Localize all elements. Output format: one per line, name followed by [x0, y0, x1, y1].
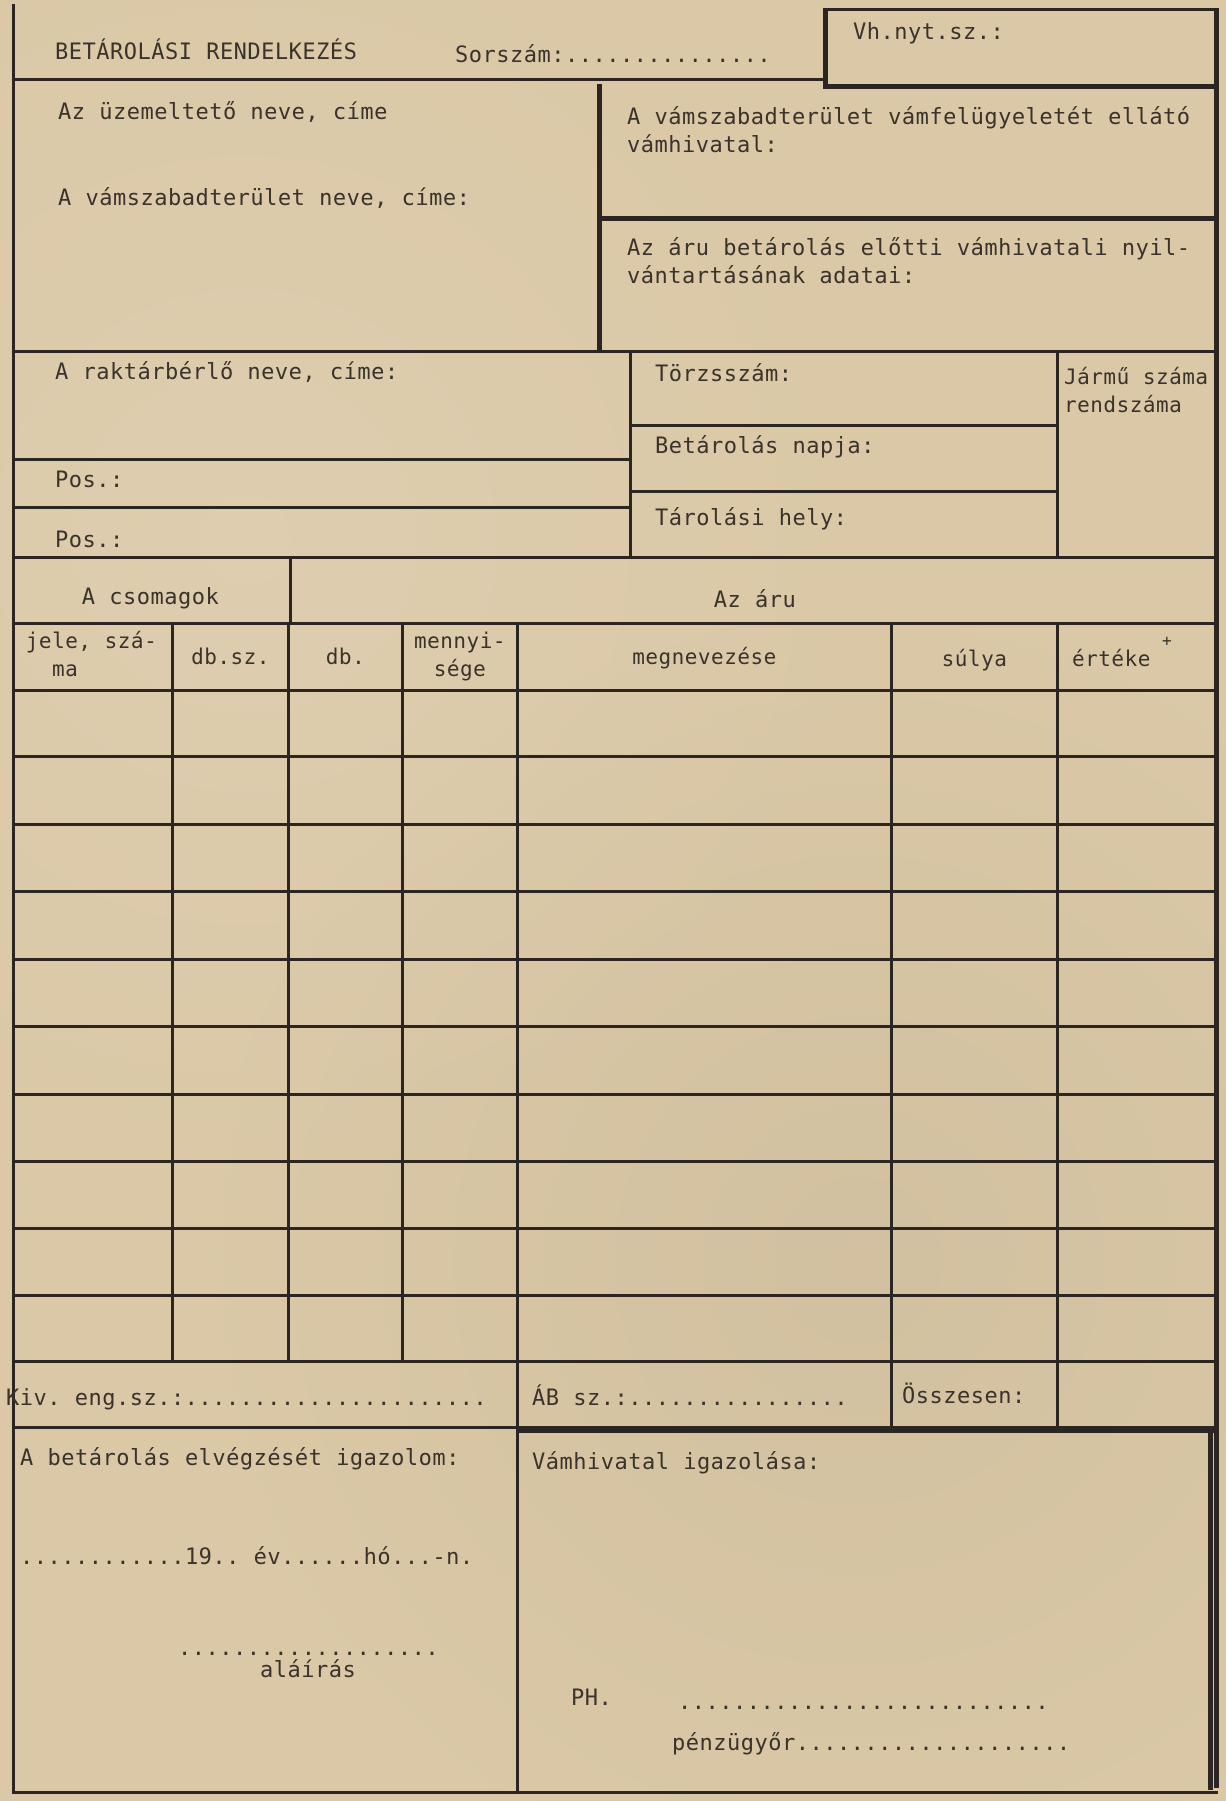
registry-number-label: Törzsszám:: [655, 362, 793, 387]
rule: [516, 622, 519, 1792]
rule: [12, 823, 1218, 826]
rule: [12, 1791, 1218, 1794]
customs-office-label: A vámszabadterület vámfelügyeletét ellátó: [627, 105, 1191, 130]
value-footnote-mark: +: [1162, 631, 1173, 650]
rule: [12, 4, 15, 1794]
signature-label: aláírás: [260, 1658, 357, 1683]
packages-group-header: A csomagok: [81, 585, 220, 610]
rule: [12, 1025, 1218, 1028]
rule: [12, 350, 1218, 353]
prior-record-label-cont: vántartásának adatai:: [627, 264, 916, 289]
rule: [12, 506, 631, 509]
col-header-marks: jele, szá-: [25, 629, 158, 653]
export-permit-field: Kiv. eng.sz.:......................: [6, 1386, 488, 1411]
rule: [401, 622, 404, 1362]
rule: [12, 556, 1218, 559]
rule: [1214, 8, 1219, 1788]
col-header-weight: súlya: [941, 647, 1008, 671]
freezone-label: A vámszabadterület neve, címe:: [58, 186, 471, 211]
form-title: BETÁROLÁSI RENDELKEZÉS: [55, 40, 358, 65]
pos-field-1: Pos.:: [55, 468, 124, 493]
rule: [12, 958, 1218, 961]
stamp-label: PH.: [571, 1686, 613, 1711]
rule: [12, 1294, 1218, 1297]
ab-number-field: ÁB sz.:................: [532, 1386, 849, 1411]
rule: [171, 622, 174, 1362]
rule: [12, 1160, 1218, 1163]
rule: [597, 216, 1219, 221]
rule: [287, 622, 290, 1362]
rule: [12, 1227, 1218, 1230]
serial-number-field: Sorszám:...............: [455, 43, 772, 68]
officer-signature-field: pénzügyőr....................: [672, 1731, 1071, 1756]
col-header-marks-cont: ma: [52, 657, 79, 681]
rule: [12, 890, 1218, 893]
rule: [823, 8, 828, 88]
storage-certification-label: A betárolás elvégzését igazolom:: [20, 1446, 460, 1471]
rule: [12, 78, 826, 81]
rule: [12, 755, 1218, 758]
goods-group-header: Az áru: [713, 588, 797, 613]
col-header-count: db.: [325, 645, 366, 669]
rule: [823, 8, 1218, 11]
col-header-description: megnevezése: [632, 645, 777, 669]
vehicle-label: Jármű száma: [1064, 365, 1209, 389]
stamp-dots: ...........................: [678, 1690, 1050, 1715]
prior-record-label: Az áru betárolás előtti vámhivatali nyil-: [627, 236, 1191, 261]
tenant-label: A raktárbérlő neve, címe:: [55, 360, 399, 385]
rule: [1208, 1428, 1213, 1790]
total-label: Összesen:: [902, 1384, 1026, 1409]
vh-number-field: Vh.nyt.sz.:: [853, 20, 1005, 45]
rule: [12, 689, 1218, 692]
rule: [12, 622, 1218, 625]
pos-field-2: Pos.:: [55, 528, 124, 553]
customs-office-label-cont: vámhivatal:: [627, 133, 779, 158]
rule: [12, 1093, 1218, 1096]
operator-label: Az üzemeltető neve, címe: [58, 100, 388, 125]
storage-date-label: Betárolás napja:: [655, 434, 875, 459]
customs-certification-label: Vámhivatal igazolása:: [532, 1450, 821, 1475]
col-header-item-no: db.sz.: [191, 645, 270, 669]
vehicle-label-cont: rendszáma: [1064, 393, 1183, 417]
rule: [890, 1360, 893, 1428]
rule: [629, 424, 1058, 427]
rule: [629, 352, 632, 558]
signature-dots: ...................: [178, 1636, 440, 1661]
rule: [12, 1360, 1218, 1363]
rule: [823, 84, 1218, 89]
storage-place-label: Tárolási hely:: [655, 506, 848, 531]
col-header-quantity-cont: sége: [433, 657, 487, 681]
rule: [1056, 352, 1059, 558]
col-header-value: értéke: [1072, 647, 1151, 671]
certification-date-line: ............19.. év......hó...-n.: [20, 1545, 474, 1570]
rule: [629, 490, 1058, 493]
col-header-quantity: mennyi-: [413, 629, 506, 653]
rule: [12, 458, 631, 461]
rule: [516, 1428, 1216, 1433]
